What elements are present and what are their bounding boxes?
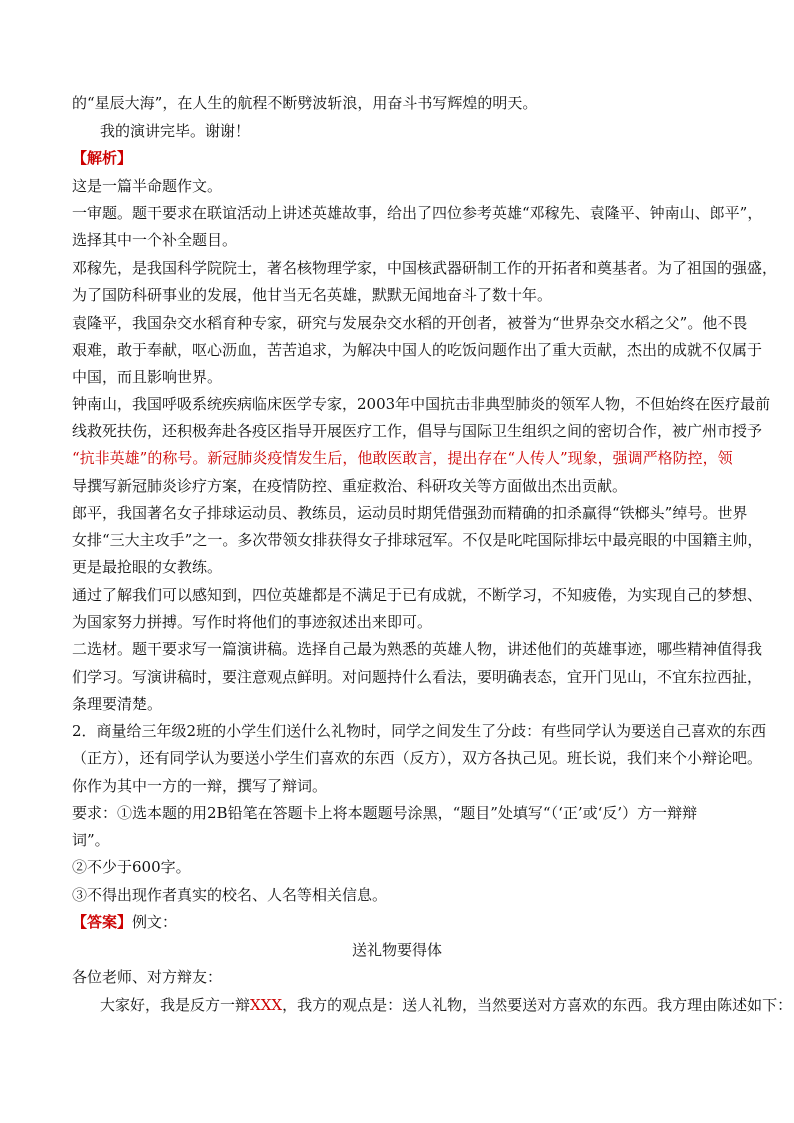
text-line: 一审题。题干要求在联谊活动上讲述英雄故事，给出了四位参考英雄“邓稼先、袁隆平、钟南山、郎平”， (72, 204, 763, 222)
text-line: 为国家努力拼搏。写作时将他们的事迹叙述出来即可。 (72, 613, 433, 631)
text-line: 中国，而且影响世界。 (72, 368, 223, 386)
text-line: 为了国防科研事业的发展，他甘当无名英雄，默默无闻地奋斗了数十年。 (72, 286, 553, 304)
text-line: 邓稼先，是我国科学院院士，著名核物理学家，中国核武器研制工作的开拓者和奠基者。为了祖国的强盛， (72, 259, 778, 277)
salutation: 各位老师、对方辩友： (72, 968, 223, 986)
text-line: 这是一篇半命题作文。 (72, 177, 223, 195)
text-line: 条理要清楚。 (72, 695, 163, 713)
text-segment: 大家好，我是反方一辩 (100, 996, 251, 1014)
text-line: 艰难，敢于奉献，呕心沥血，苦苦追求，为解决中国人的吃饭问题作出了重大贡献，杰出的成就不仅属于 (72, 341, 763, 359)
text-line: 导撰写新冠肺炎诊疗方案，在疫情防控、重症救治、科研攻关等方面做出杰出贡献。 (72, 477, 628, 495)
requirement-line: ②不少于600字。 (72, 858, 191, 876)
text-line: （正方），还有同学认为要送小学生们喜欢的东西（反方），双方各执己见。班长说，我们来个小辩论吧。 (72, 749, 763, 767)
requirement-line: ③不得出现作者真实的校名、人名等相关信息。 (72, 886, 388, 904)
text-line: 你作为其中一方的一辩，撰写了辩词。 (72, 777, 328, 795)
text-line: 选择其中一个补全题目。 (72, 231, 238, 249)
text-line: 的“星辰大海”，在人生的航程不断劈波斩浪，用奋斗书写辉煌的明天。 (72, 94, 538, 112)
section-heading-answer: 【答案】 (72, 913, 133, 931)
text-line: 我的演讲完毕。谢谢！ (100, 122, 251, 140)
placeholder-name: XXX (250, 996, 283, 1014)
text-line: 钟南山，我国呼吸系统疾病临床医学专家，2003年中国抗击非典型肺炎的领军人物，不但始终在医疗最前 (72, 395, 771, 413)
answer-line (72, 912, 726, 932)
text-line: 二选材。题干要求写一篇演讲稿。选择自己最为熟悉的英雄人物，讲述他们的英雄事迹，哪些精神值得我 (72, 640, 763, 658)
text-line: 郎平，我国著名女子排球运动员、教练员，运动员时期凭借强劲而精确的扣杀赢得“铁榔头”绰号。世界 (72, 504, 748, 522)
text-line: 更是最抢眼的女教练。 (72, 558, 223, 576)
section-heading-analysis: 【解析】 (72, 149, 133, 167)
text-line: 通过了解我们可以感知到，四位英雄都是不满足于已有成就，不断学习，不知疲倦，为实现自己的梦想、 (72, 586, 763, 604)
requirement-line: 要求：①选本题的用2B铅笔在答题卡上将本题题号涂黑，“题目”处填写“（‘正’或‘反’）方一辩辩 (72, 804, 698, 822)
question-2-line: 2．商量给三年级2班的小学生们送什么礼物时，同学之间发生了分歧：有些同学认为要送自己喜欢的东西 (72, 722, 767, 740)
text-line: 们学习。写演讲稿时，要注意观点鲜明。对问题持什么看法，要明确表态，宜开门见山，不宜东拉西扯， (72, 668, 763, 686)
text-line: 词”。 (72, 831, 110, 849)
text-segment: ，我方的观点是：送人礼物，当然要送对方喜欢的东西。我方理由陈述如下： (282, 996, 793, 1014)
text-line: 线救死扶伤，还积极奔赴各疫区指导开展医疗工作，倡导与国际卫生组织之间的密切合作，被广州市授予 (72, 422, 763, 440)
text-line-highlight: “抗非英雄”的称号。新冠肺炎疫情发生后，他敢医敢言，提出存在“人传人”现象，强调严格防控，领 (72, 449, 733, 467)
text-line (100, 995, 793, 1015)
essay-title: 送礼物要得体 (351, 941, 442, 959)
text-line: 女排“三大主攻手”之一。多次带领女排获得女子排球冠军。不仅是叱咤国际排坛中最亮眼的中国籍主帅， (72, 531, 763, 549)
text-line: 袁隆平，我国杂交水稻育种专家，研究与发展杂交水稻的开创者，被誉为“世界杂交水稻之父”。他不畏 (72, 314, 748, 332)
example-label: 例文： (132, 913, 178, 931)
